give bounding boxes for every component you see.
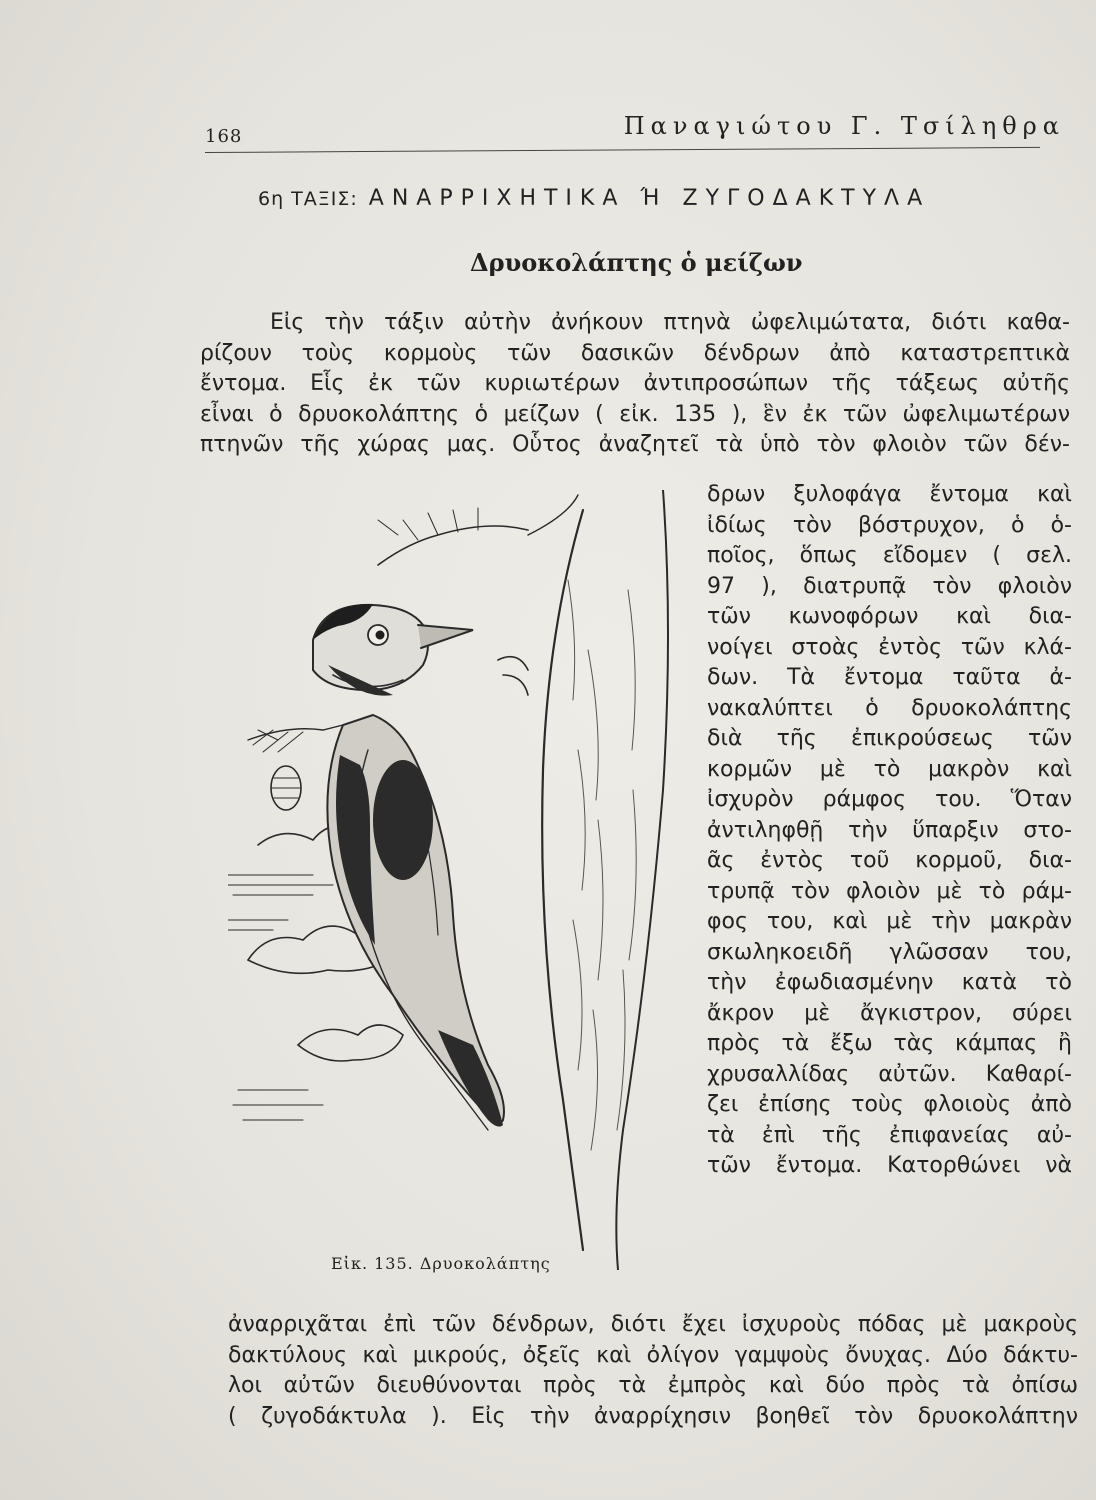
section-title: ΑΝΑΡΡΙΧΗΤΙΚΑ Ή ΖΥΓΟΔΑΚΤΥΛΑ — [368, 186, 931, 211]
section-heading — [258, 186, 930, 211]
text-line: ρίζουν τοὺς κορμοὺς τῶν δασικῶν δένδρων ἀπὸ καταστρεπτικὰ — [200, 340, 1070, 366]
section-rank: 6η ΤΑΞΙΣ: — [258, 188, 358, 210]
closing-paragraph — [228, 1310, 1078, 1432]
text-line: σκωληκοειδῆ γλῶσσαν του, — [707, 939, 1072, 965]
text-line: ᾶς ἐντὸς τοῦ κορμοῦ, δια- — [707, 848, 1072, 873]
text-line: ( ζυγοδάκτυλα ). Εἰς τὴν ἀναρρίχησιν βοηθεῖ τὸν δρυοκολάπτην — [228, 1403, 1078, 1429]
text-line: δρων ξυλοφάγα ἔντομα καὶ — [707, 482, 1072, 507]
text-line: πρὸς τὰ ἔξω τὰς κάμπας ἢ — [707, 1031, 1072, 1056]
text-line: ζει ἐπίσης τοὺς φλοιοὺς ἀπὸ — [707, 1092, 1072, 1117]
text-line: ἰδίως τὸν βόστρυχον, ὁ ὁ- — [707, 512, 1072, 538]
header-rule — [205, 147, 1040, 153]
text-line: ἀντιληφθῇ τὴν ὕπαρξιν στο- — [707, 817, 1072, 843]
text-line: Εἰς τὴν τάξιν αὐτὴν ἀνήκουν πτηνὰ ὠφελιμώτατα, διότι καθα- — [270, 310, 1070, 335]
text-line: δων. Τὰ ἔντομα ταῦτα ἀ- — [707, 665, 1072, 690]
page-header — [205, 112, 1065, 162]
text-line: δακτύλους καὶ μικρούς, ὀξεῖς καὶ ὀλίγον γαμψοὺς ὄνυχας. Δύο δάκτυ- — [228, 1342, 1078, 1368]
text-line: εἶναι ὁ δρυοκολάπτης ὁ μείζων ( εἰκ. 135 ), ἓν ἐκ τῶν ὠφελιμωτέρων — [200, 401, 1070, 427]
text-line: τῶν κωνοφόρων καὶ δια- — [707, 604, 1072, 629]
lead-paragraph — [200, 308, 1070, 461]
text-line: 97 ), διατρυπᾷ τὸν φλοιὸν — [707, 573, 1072, 599]
text-line: κορμῶν μὲ τὸ μακρὸν καὶ — [707, 756, 1072, 782]
page-number: 168 — [205, 126, 243, 147]
text-line: χρυσαλλίδας αὐτῶν. Καθαρί- — [707, 1061, 1072, 1087]
text-line: νακαλύπτει ὁ δρυοκολάπτης — [707, 695, 1072, 721]
text-line: τὰ ἐπὶ τῆς ἐπιφανείας αὐ- — [707, 1122, 1072, 1148]
text-line: τρυπᾷ τὸν φλοιὸν μὲ τὸ ράμ- — [707, 878, 1072, 904]
woodpecker-illustration — [228, 490, 698, 1270]
text-line: ἰσχυρὸν ράμφος του. Ὅταν — [707, 787, 1072, 812]
woodpecker-drawing — [228, 490, 698, 1270]
species-title: Δρυοκολάπτης ὁ μείζων — [470, 248, 803, 277]
text-line: ἀναρριχᾶται ἐπὶ τῶν δένδρων, διότι ἔχει ἰσχυροὺς πόδας μὲ μακροὺς — [228, 1312, 1078, 1337]
text-line: ποῖος, ὅπως εἴδομεν ( σελ. — [707, 543, 1072, 568]
running-head: Παναγιώτου Γ. Τσίληθρα — [623, 112, 1065, 140]
text-line: λοι αὐτῶν διευθύνονται πρὸς τὰ ἐμπρὸς καὶ δύο πρὸς τὰ ὀπίσω — [228, 1373, 1078, 1398]
text-line: διὰ τῆς ἐπικρούσεως τῶν — [707, 726, 1072, 751]
side-column-text — [707, 480, 1072, 1182]
text-line: ἄκρον μὲ ἄγκιστρον, σύρει — [707, 1000, 1072, 1026]
figure-caption: Εἰκ. 135. Δρυοκολάπτης — [331, 1254, 551, 1273]
text-line: φος του, καὶ μὲ τὴν μακρὰν — [707, 909, 1072, 934]
text-line: πτηνῶν τῆς χώρας μας. Οὗτος ἀναζητεῖ τὰ ὑπὸ τὸν φλοιὸν τῶν δέν- — [200, 432, 1070, 457]
text-line: ἔντομα. Εἷς ἐκ τῶν κυριωτέρων ἀντιπροσώπων τῆς τάξεως αὐτῆς — [200, 371, 1070, 396]
text-line: νοίγει στοὰς ἐντὸς τῶν κλά- — [707, 634, 1072, 660]
text-line: τῶν ἔντομα. Κατορθώνει νὰ — [707, 1153, 1072, 1178]
text-line: τὴν ἐφωδιασμένην κατὰ τὸ — [707, 970, 1072, 995]
